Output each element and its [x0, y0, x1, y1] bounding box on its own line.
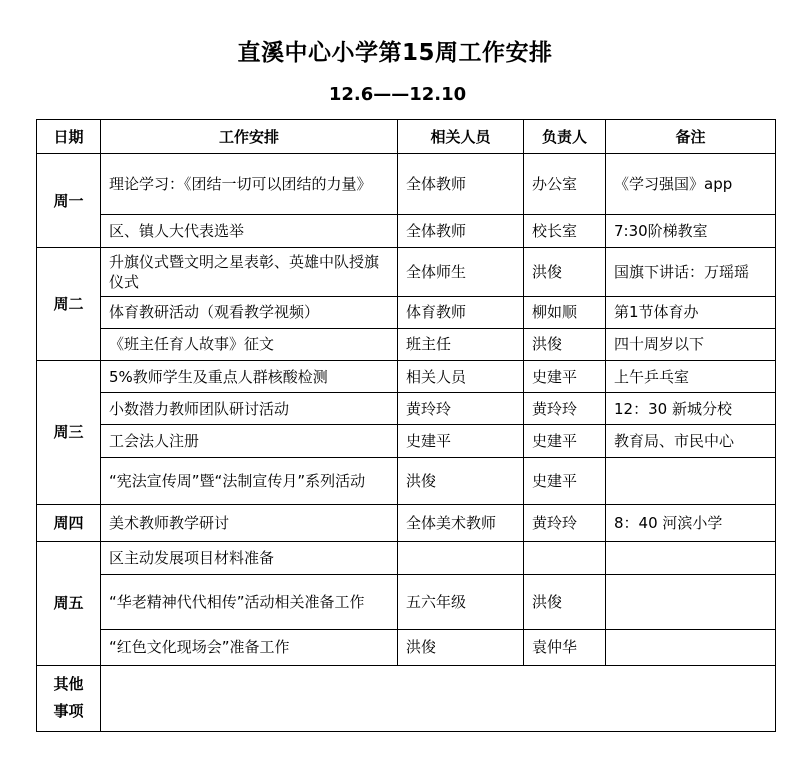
- note-cell: 8：40 河滨小学: [606, 504, 776, 541]
- table-row: [37, 575, 776, 630]
- schedule-table: [36, 119, 776, 732]
- owner-cell: 洪俊: [524, 248, 606, 296]
- task-cell: 《班主任育人故事》征文: [101, 328, 398, 360]
- owner-cell: 洪俊: [524, 328, 606, 360]
- note-cell: 四十周岁以下: [606, 328, 776, 360]
- document-title: 直溪中心小学第15周工作安排: [237, 40, 553, 66]
- owner-cell: [524, 541, 606, 574]
- other-label-cell: [37, 665, 101, 731]
- people-cell: 洪俊: [398, 457, 524, 504]
- owner-cell: 办公室: [524, 154, 606, 215]
- people-cell: 全体师生: [398, 248, 524, 296]
- people-cell: 史建平: [398, 425, 524, 457]
- note-cell: 第1节体育办: [606, 296, 776, 328]
- owner-cell: 校长室: [524, 215, 606, 248]
- people-cell: 全体美术教师: [398, 504, 524, 541]
- owner-cell: 袁仲华: [524, 630, 606, 665]
- people-cell: 洪俊: [398, 630, 524, 665]
- people-cell: 班主任: [398, 328, 524, 360]
- header-people: 相关人员: [398, 120, 524, 154]
- table-row: [37, 248, 776, 296]
- header-note: 备注: [606, 120, 776, 154]
- task-cell: 小数潜力教师团队研讨活动: [101, 393, 398, 425]
- people-cell: 五六年级: [398, 575, 524, 630]
- task-cell: 升旗仪式暨文明之星表彰、英雄中队授旗仪式: [101, 248, 398, 296]
- people-cell: [398, 541, 524, 574]
- header-date: 日期: [37, 120, 101, 154]
- table-row: [37, 328, 776, 360]
- owner-cell: 史建平: [524, 425, 606, 457]
- task-cell: 5%教师学生及重点人群核酸检测: [101, 361, 398, 393]
- table-row: [37, 361, 776, 393]
- note-cell: [606, 541, 776, 574]
- table-row: [37, 393, 776, 425]
- task-cell: “华老精神代代相传”活动相关准备工作: [101, 575, 398, 630]
- table-row: [37, 541, 776, 574]
- other-content-cell: [101, 665, 776, 731]
- table-row: [37, 665, 776, 731]
- people-cell: 全体教师: [398, 154, 524, 215]
- note-cell: [606, 630, 776, 665]
- day-label: 周二: [37, 248, 101, 361]
- people-cell: 全体教师: [398, 215, 524, 248]
- task-cell: “宪法宣传周”暨“法制宣传月”系列活动: [101, 457, 398, 504]
- task-cell: 理论学习：《团结一切可以团结的力量》: [101, 154, 398, 215]
- note-cell: [606, 457, 776, 504]
- owner-cell: 黄玲玲: [524, 504, 606, 541]
- owner-cell: 柳如顺: [524, 296, 606, 328]
- people-cell: 相关人员: [398, 361, 524, 393]
- table-row: [37, 504, 776, 541]
- day-label: 周五: [37, 541, 101, 665]
- table-row: [37, 425, 776, 457]
- task-cell: “红色文化现场会”准备工作: [101, 630, 398, 665]
- table-row: [37, 154, 776, 215]
- day-label: 周三: [37, 361, 101, 505]
- task-cell: 美术教师教学研讨: [101, 504, 398, 541]
- people-cell: 体育教师: [398, 296, 524, 328]
- day-label: 周一: [37, 154, 101, 248]
- note-cell: [606, 575, 776, 630]
- table-row: [37, 457, 776, 504]
- note-cell: 《学习强国》app: [606, 154, 776, 215]
- owner-cell: 黄玲玲: [524, 393, 606, 425]
- table-row: [37, 630, 776, 665]
- owner-cell: 史建平: [524, 457, 606, 504]
- header-owner: 负责人: [524, 120, 606, 154]
- task-cell: 区、镇人大代表选举: [101, 215, 398, 248]
- date-range: 12.6——12.10: [328, 84, 467, 105]
- task-cell: 体育教研活动（观看教学视频）: [101, 296, 398, 328]
- owner-cell: 洪俊: [524, 575, 606, 630]
- note-cell: 12：30 新城分校: [606, 393, 776, 425]
- note-cell: 教育局、市民中心: [606, 425, 776, 457]
- task-cell: 工会法人注册: [101, 425, 398, 457]
- header-task: 工作安排: [101, 120, 398, 154]
- table-row: [37, 215, 776, 248]
- day-label: 周四: [37, 504, 101, 541]
- note-cell: 国旗下讲话：万瑶瑶: [606, 248, 776, 296]
- task-cell: 区主动发展项目材料准备: [101, 541, 398, 574]
- other-label: 其他事项: [53, 675, 84, 721]
- table-header-row: [37, 120, 776, 154]
- note-cell: 7:30阶梯教室: [606, 215, 776, 248]
- owner-cell: 史建平: [524, 361, 606, 393]
- table-row: [37, 296, 776, 328]
- note-cell: 上午乒乓室: [606, 361, 776, 393]
- people-cell: 黄玲玲: [398, 393, 524, 425]
